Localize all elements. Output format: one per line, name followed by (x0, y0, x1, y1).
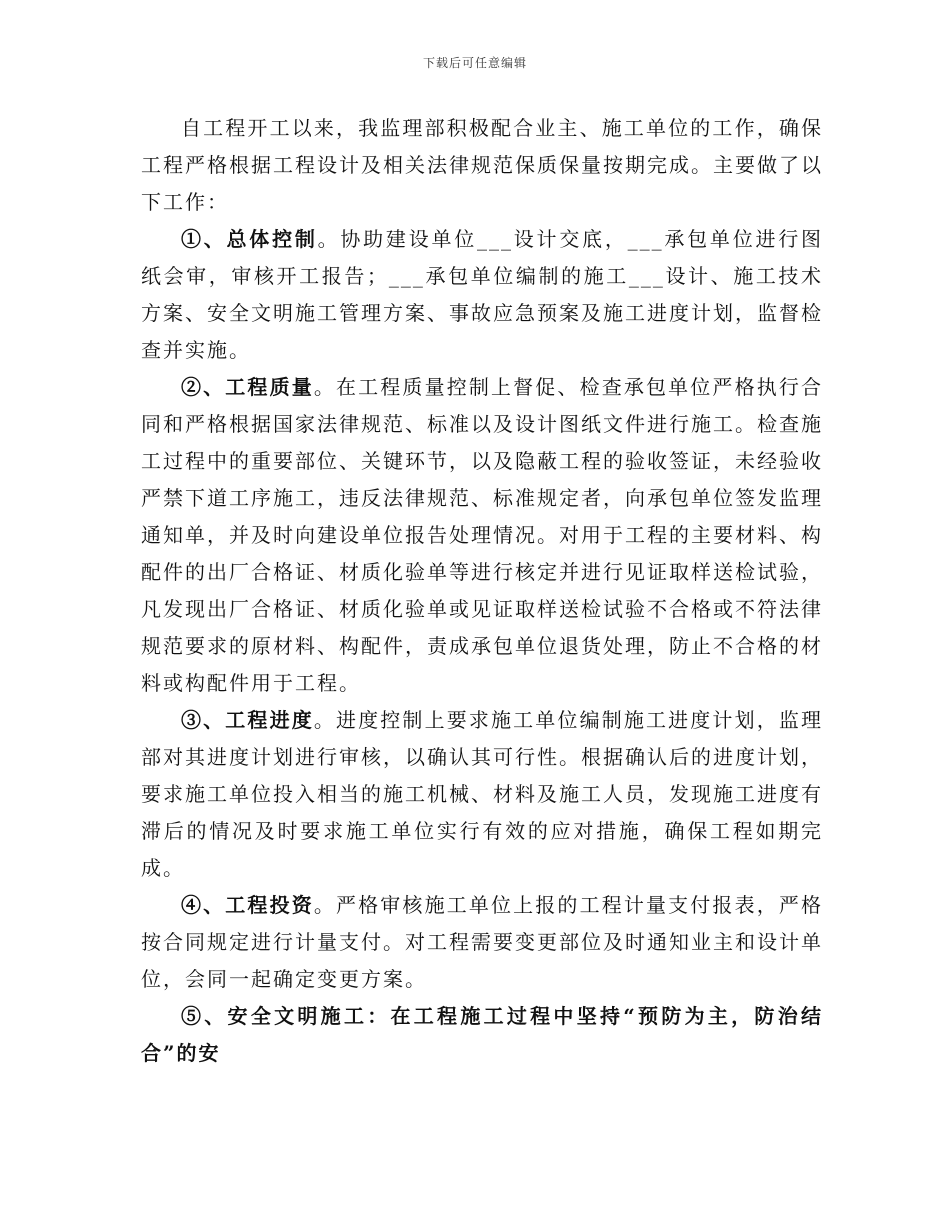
paragraph-quality (141, 369, 823, 702)
paragraph-text: 自工程开工以来，我监理部积极配合业主、施工单位的工作，确保工程严格根据工程设计及相关法律规范保质保量按期完成。主要做了以下工作： (141, 116, 823, 214)
paragraph-lead: ④、工程投资 (181, 893, 314, 917)
document-body (141, 110, 823, 1072)
paragraph-text: 。进度控制上要求施工单位编制施工进度计划，监理部对其进度计划进行审核，以确认其可行性。根据确认后的进度计划，要求施工单位投入相当的施工机械、材料及施工人员，发现施工进度有滞后的情况及时要求施工单位实行有效的应对措施，确保工程如期完成。 (141, 708, 824, 880)
paragraph-text: 。严格审核施工单位上报的工程计量支付报表，严格按合同规定进行计量支付。对工程需要变更部位及时通知业主和设计单位，会同一起确定变更方案。 (141, 893, 824, 991)
paragraph-investment (141, 887, 823, 998)
paragraph-intro (141, 110, 823, 221)
paragraph-overall-control (141, 221, 823, 369)
paragraph-lead: ⑤、安全文明施工：在工程施工过程中坚持“预防为主，防治结合”的安 (141, 1004, 823, 1065)
paragraph-progress (141, 702, 823, 887)
paragraph-safety (141, 998, 823, 1072)
paragraph-lead: ③、工程进度 (181, 708, 314, 732)
page-header: 下载后可任意编辑 (422, 56, 527, 70)
paragraph-text: 。在工程质量控制上督促、检查承包单位严格执行合同和严格根据国家法律规范、标准以及设计图纸文件进行施工。检查施工过程中的重要部位、关键环节，以及隐蔽工程的验收签证，未经验收严禁下道工序施工，违反法律规范、标准规定者，向承包单位签发监理通知单，并及时向建设单位报告处理情况。对用于工程的主要材料、构配件的出厂合格证、材质化验单等进行核定并进行见证取样送检试验，凡发现出厂合格证、材质化验单或见证取样送检试验不合格或不符法律规范要求的原材料、构配件，责成承包单位退货处理，防止不合格的材料或构配件用于工程。 (141, 375, 824, 695)
paragraph-text: 。协助建设单位___设计交底，___承包单位进行图纸会审，审核开工报告；___承包单位编制的施工___设计、施工技术方案、安全文明施工管理方案、事故应急预案及施工进度计划，监督检查并实施。 (141, 227, 824, 362)
paragraph-lead: ②、工程质量 (181, 375, 314, 399)
paragraph-lead: ①、总体控制 (181, 227, 318, 251)
